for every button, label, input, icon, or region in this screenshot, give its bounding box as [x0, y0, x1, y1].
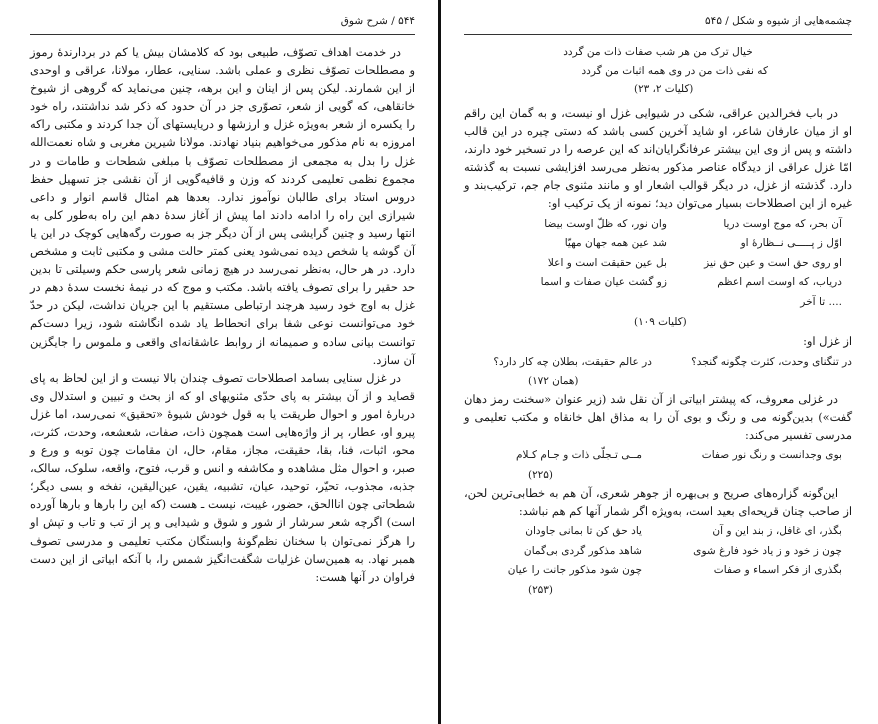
page-gutter	[438, 0, 441, 724]
verse-hemistich: بگذری از فکر اسماء و صفات	[713, 564, 842, 577]
verse-hemistich: شاهد مذکور گردی بی‌گمان	[523, 544, 642, 557]
right-page-header	[464, 14, 852, 34]
verse-hemistich: وان نور، که ظلّ اوست بیضا	[544, 217, 667, 230]
verse-hemistich: یاد حق کن تا بمانی جاودان	[525, 525, 642, 538]
right-paragraph-2: در غزلی معروف، که پیشتر ابیاتی از آن نقل شد (زیر عنوان «سخنت رمز دهان گفت») بدین‌گونه می و رنگ و بوی آن را به مذاق اهل خانقاه و مکتب تعلیمی و مدرسی تفسیر می‌کند:	[464, 392, 852, 443]
verse-b-reference: (همان ۱۷۲)	[528, 375, 579, 388]
verse-hemistich: دریاب، که اوست اسم اعظم	[717, 276, 842, 289]
verse-hemistich: چون ز خود و ز یاد خود فارغ شوی	[693, 544, 842, 557]
verse-d-reference: (۲۵۳)	[528, 583, 553, 596]
left-paragraph-2: در غزل سنایی بسامد اصطلاحات تصوف چندان بالا نیست و از این لحاظ به پای قصاید و از آن بیشتر به پای حدّی مثنویهای او که از بحث و تبیین و استدلال وی دربارهٔ امور و احوال طریقت یا به قول خودش شیوهٔ «تحقیق» نمی‌رسد، اما غزل پیرو او، عطار، پر از واژه‌هایی است همچون ذات، صفات، شعشعه، وحدت، کثرت، محو، اثبات، فنا، بقا، حقیقت، مجاز، مقام، حال، ان مقامات چون توبه و ورع و صبر، و احوال مثل مشاهده و مکاشفه و انس و قرب، فتوح، واقعه، سلوک، سالک، جذبه، مجذوب، تحیّر، توحید، عیان، تشبیه، یقین، عین‌الیقین، نفخه و بسی دیگر؛ شطحاتی چون اناالحق، حضور، غیبت، نیست ـ هست (که این را بارها و بارها آورده است) اگرچه شعر سرشار از شور و شوق و شیدایی و پر از تب و تاب و تپش او را هرگز نمی‌توان با سخنان نظم‌گونهٔ وابستگان مکتب تعلیمی و مدرسی تصوف همبر نهاد. به همین‌سان غزلیات شگفت‌انگیز شمس را، با آنکه ابیاتی از این دست فراوان در آنها هست:	[30, 370, 415, 584]
left-page-header	[30, 14, 415, 34]
verse-hemistich: بگذر، ای غافل، ز بند این و آن	[712, 525, 842, 538]
verse-hemistich: او روی حق است و عین حق نیز	[704, 256, 842, 269]
verse-row	[464, 293, 842, 313]
left-page	[0, 0, 437, 724]
verse-hemistich: بوی وجدانست و رنگ نور صفات	[701, 449, 842, 462]
verse-hemistich: چون شود مذکور جانت را عیان	[507, 564, 642, 577]
verse-hemistich: .... تا آخر	[800, 295, 842, 308]
verse-row	[464, 353, 852, 373]
verse-hemistich: شد عین همه جهان مهیّا	[564, 237, 667, 250]
header-rule	[30, 34, 415, 35]
verse-a-reference: (کلیات ۱۰۹)	[634, 315, 687, 328]
verse-hemistich: در تنگنای وحدت، کثرت چگونه گنجد؟	[691, 355, 852, 368]
verse-row	[464, 522, 842, 542]
opening-verse-line-2: که نفی ذات من در وی همه اثبات من گردد	[581, 64, 768, 77]
verse-hemistich: زو گشت عیان صفات و اسما	[540, 276, 667, 289]
ghazal-label: از غزل او:	[803, 333, 852, 348]
verse-hemistich	[464, 293, 667, 313]
verse-hemistich: آن بحر، که موج اوست دریا	[723, 217, 842, 230]
right-page	[442, 0, 878, 724]
verse-c-reference: (۲۲۵)	[528, 469, 553, 481]
verse-row	[464, 561, 842, 581]
verse-row	[464, 254, 842, 274]
verse-hemistich: مــی تـجلّی ذات و جـام کـلام	[516, 449, 642, 462]
verse-row	[464, 215, 842, 235]
verse-row	[464, 234, 842, 254]
verse-hemistich: در عالم حقیقت، بطلان چه کار دارد؟	[493, 355, 652, 368]
verse-hemistich: بل عین حقیقت است و اعلا	[547, 256, 667, 269]
verse-hemistich: اوّل ز پـــــی نــظارهٔ او	[740, 237, 842, 250]
verse-block-a	[464, 215, 852, 313]
left-header-title: ۵۴۴ / شرح شوق	[340, 15, 415, 27]
left-paragraph-1: در خدمت اهداف تصوّف، طبیعی بود که کلامشان بیش یا کم در بردارندهٔ رموز و مصطلحات تصوّف نظری و عملی باشد. سنایی، عطار، مولانا، عراقی و اوحدی از این شمارند. لیکن پس از اینان و این برهه، چنین می‌نماید که گروهی از شیوخ خانقاهی، که گویی از شعر، تصوّری جز در آن حدود که ذکر شد نداشتند، راه خود را یکسره از شعر به‌ویژه غزل و ارزشها و دریایستهای آن جدا کردند و مکتبی راکه امروزه به نام مذکور می‌خواهیم بنیاد نهادند. مولانا شیرین مغربی و شاه نعمت‌الله غزل را بدل به مجمعی از مصطلحات تصوّف با مبلغی شطحات و طامات و در مجموع نظمی تعلیمی کردند که وزن و قافیه‌گویی از آن نقشی جز تسهیل حفظ دروس استاد برای طالبان نوآموز ندارد. بعدها هم امثال قاسم انوار و داعی شیرازی این راه را ادامه دادند اما پیش از آغاز سدهٔ دهم این راه به‌طور کلی به انتها رسید و چنین گرایشی پس از آن دیگر جز به صورت رگه‌هایی کوچک در این یا آن گوشه یا شخص دیده نمی‌شود یعنی کمتر حالت مشی و مکتبی ثابت و مشخص دارد. در هر حال، به‌نظر نمی‌رسد در هیچ زمانی شعر پارسی حکم وسیلتی تا بدین حد حقیر را برای تصوف یافته باشد. مکتب و موج که در نیمهٔ نخست سدهٔ دهم در غزل به اوج خود رسید هرچند ارتباطی مستقیم با این جریان نداشت، لیکن در حدّ خود می‌توانست نوعی شفا برای انحطاط یاد شده انگاشته شود، زیرا دست‌کم توانست بیانی ساده و صمیمانه از روابط عاشقانه‌ای واقعی و ملموس را جایگزین آن سازد.	[30, 45, 415, 367]
verse-block-b	[464, 353, 852, 373]
opening-verse-line-1: خیال ترک من هر شب صفات ذات من گردد	[563, 46, 753, 58]
right-header-title: چشمه‌هایی از شیوه و شکل / ۵۴۵	[705, 15, 852, 27]
verse-row	[464, 446, 842, 466]
verse-row	[464, 542, 842, 562]
right-paragraph-3: این‌گونه گزاره‌های صریح و بی‌بهره از جوهر شعری، آن هم به خطابی‌ترین لحن، از صاحب چنان قریحه‌ای بعید است، به‌ویژه اگر شمار آنها کم هم نباشد:	[464, 486, 852, 519]
header-rule	[464, 34, 852, 35]
verse-block-d	[464, 522, 852, 581]
right-paragraph-1: در باب فخرالدین عراقی، شکی در شیوایی غزل او نیست، و به گمان این راقم او از میان عارفان شاعر، او شاید آخرین کسی باشد که دستی چیره در این قالب داشته و پس از وی این بیشتر عرفانگرایان‌اند که این عرصه را در تسخیر خود دارند، امّا غزل عراقی از دیدگاه عناصر مذکور به‌نظر می‌رسد افزایشی نسبت به گذشته دارد. گذشته از غزل، در دیگر قوالب اشعار او و مانند مثنوی جام جم، ترکیب‌بند و غیره از این اصطلاحات بسیار می‌توان دید؛ نمونه از یک ترکیب او:	[464, 106, 852, 211]
verse-row	[464, 273, 842, 293]
opening-verse-reference: (کلیات ۲، ۲۳)	[634, 83, 694, 95]
verse-block-c	[464, 446, 852, 466]
opening-verse	[464, 43, 852, 80]
